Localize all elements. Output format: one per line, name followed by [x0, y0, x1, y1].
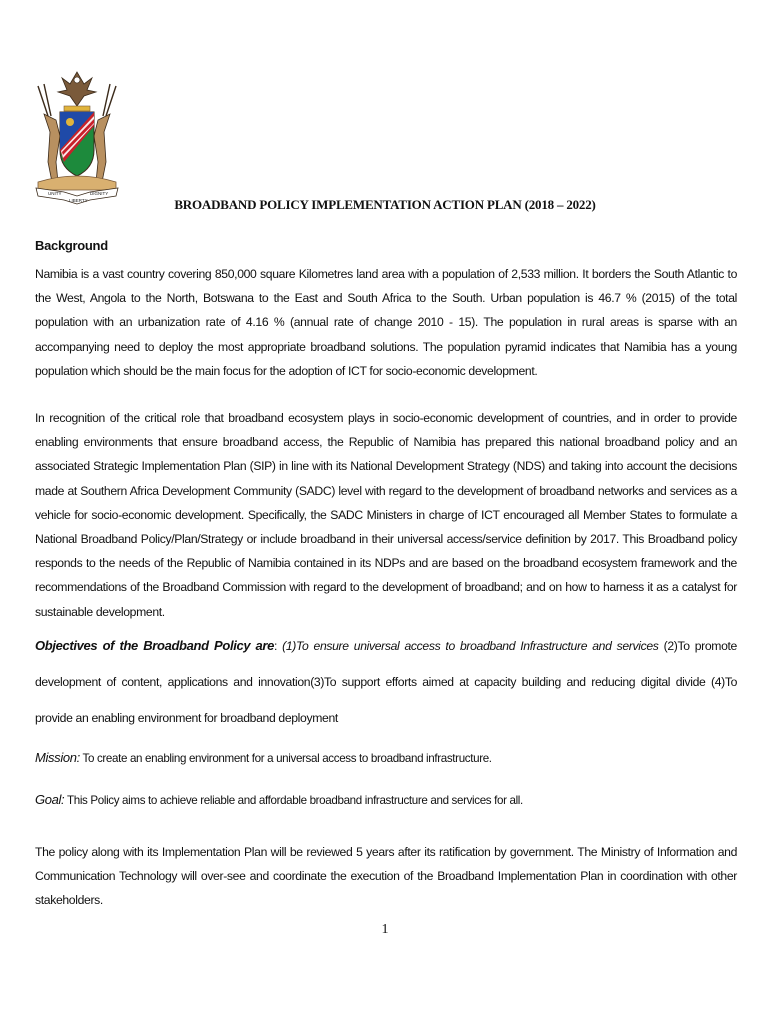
background-heading: Background — [35, 238, 108, 253]
mission-statement — [35, 750, 492, 765]
goal-text: This Policy aims to achieve reliable and affordable broadband infrastructure and services for all. — [64, 794, 523, 807]
motto-right: DIGNITY — [90, 191, 109, 196]
mission-text: To create an enabling environment for a universal access to broadband infrastructure. — [79, 752, 492, 765]
coat-of-arms-icon — [34, 66, 120, 206]
objectives-paragraph — [35, 628, 737, 736]
objective-1: (1)To ensure universal access to broadband Infrastructure and services — [282, 639, 659, 653]
namibia-coat-of-arms — [34, 66, 120, 206]
review-paragraph: The policy along with its Implementation Plan will be reviewed 5 years after its ratification by government. The Ministry of Information and Communication Technology will over-see and coordinate the execution of the Broadband Implementation Plan in coordination with other stakeholders. — [35, 845, 737, 908]
objectives-colon: : — [274, 639, 283, 653]
document-title: BROADBAND POLICY IMPLEMENTATION ACTION PLAN (2018 – 2022) — [174, 197, 596, 212]
motto-bottom: LIBERTY — [69, 198, 88, 203]
motto-left: UNITY — [48, 191, 62, 196]
background-paragraph-2: In recognition of the critical role that broadband ecosystem plays in socio-economic development of countries, and in order to provide enabling environments that ensure broadband access, the Republic of Namibia has prepared this national broadband policy and an associated Strategic Implementation Plan (SIP) in line with its National Development Strategy (NDS) and taking into account the decisions made at Southern Africa Development Community (SADC) level with regard to the development of broadband networks and services as a vehicle for socio-economic development. Specifically, the SADC Ministers in charge of ICT encouraged all Member States to formulate a National Broadband Policy/Plan/Strategy or include broadband in their universal access/service definition by 2017. This Broadband policy responds to the needs of the Republic of Namibia contained in its NDPs and are based on the broadband ecosystem framework and the recommendations of the Broadband Commission with regard to the development of broadband; and on how to harness it as a catalyst for sustainable development. — [35, 411, 737, 619]
objectives-label: Objectives of the Broadband Policy are — [35, 638, 275, 653]
mission-label: Mission: — [35, 750, 80, 765]
page-number: 1 — [381, 922, 389, 937]
goal-label: Goal: — [35, 792, 65, 807]
objectives-rest: (2)To promote development of content, applications and innovation(3)To support efforts aimed at capacity building and reducing digital divide (4)To provide an enabling environment for broadband deployment — [35, 639, 737, 725]
background-paragraph-1: Namibia is a vast country covering 850,000 square Kilometres land area with a population of 2,533 million. It borders the South Atlantic to the West, Angola to the North, Botswana to the East and South Africa to the South. Urban population is 46.7 % (2015) of the total population with an urbanization rate of 4.16 % (annual rate of change 2010 - 15). The population in rural areas is sparse with an accompanying need to deploy the most appropriate broadband solutions. The population pyramid indicates that Namibia has a young population which should be the main focus for the adoption of ICT for socio-economic development. — [35, 267, 737, 378]
goal-statement — [35, 792, 523, 807]
